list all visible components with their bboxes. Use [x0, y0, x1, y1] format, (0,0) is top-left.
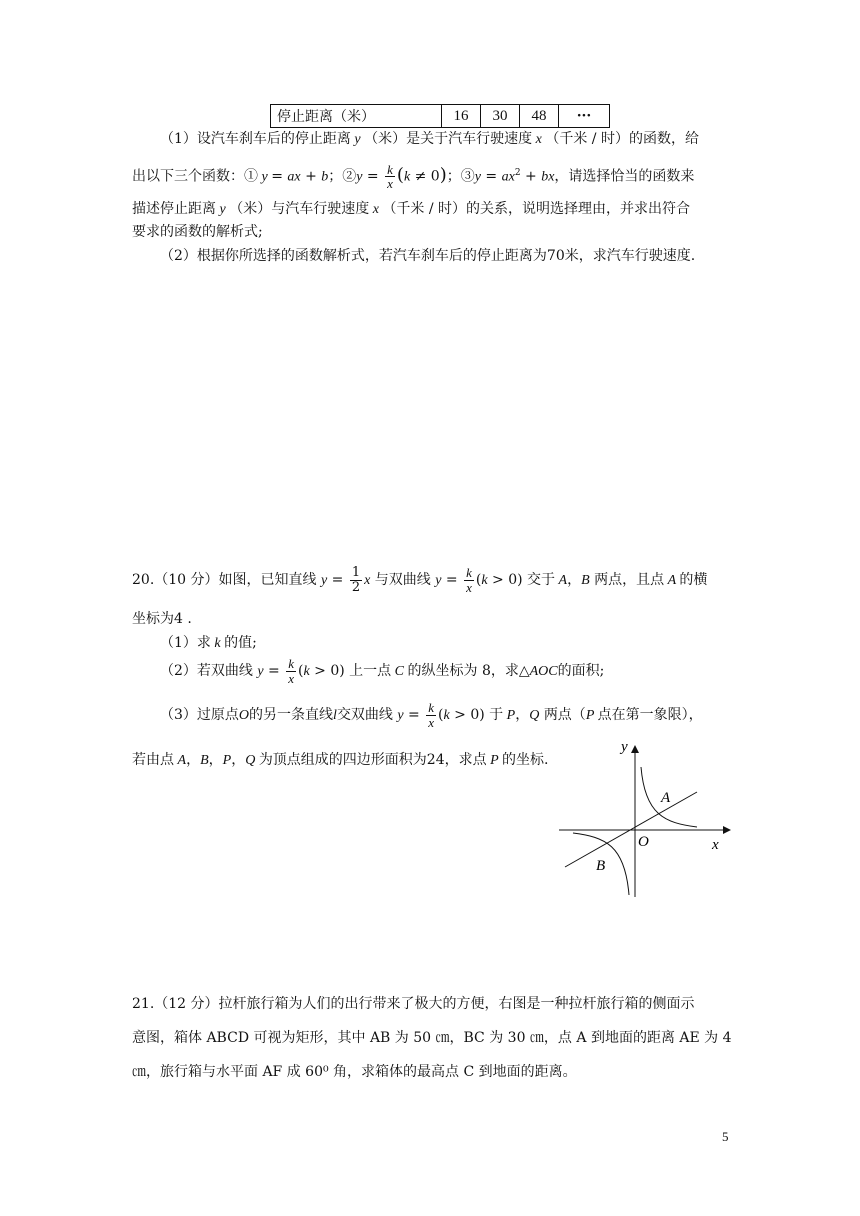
fraction-one-half: $\frac{1}{2}$	[351, 564, 361, 595]
table-row-label: 停止距离（米）	[271, 105, 442, 128]
q20-sub3-cont: 若由点 A，B，P，Q 为顶点组成的四边形面积为24，求点 P 的坐标.	[132, 752, 549, 768]
page-number: 5	[722, 1129, 729, 1144]
q21-line3: ㎝，旅行箱与水平面 AF 成 60⁰ 角，求箱体的最高点 C 到地面的距离。	[132, 1064, 577, 1080]
point-b-label: B	[596, 858, 606, 874]
q21-line1: 21.（12 分）拉杆旅行箱为人们的出行带来了极大的方便，右图是一种拉杆旅行箱的侧面示	[132, 996, 695, 1012]
y-axis-label: y	[621, 739, 628, 755]
q20-line1: 20.（10 分）如图，已知直线 y = $\frac{1}{2}$ x 与双曲线 y = $\frac{k}{x}$ (k > 0) 交于 A，B 两点，且点 A 的横	[132, 564, 708, 595]
q19-part2: （2）根据你所选择的函数解析式，若汽车刹车后的停止距离为70米，求汽车行驶速度.	[160, 248, 696, 264]
origin-label: O	[638, 834, 649, 850]
x-axis-label: x	[712, 837, 719, 853]
q20-line2: 坐标为4 .	[132, 611, 192, 627]
y-axis-arrow	[631, 745, 639, 753]
point-a-label: A	[661, 790, 671, 806]
fraction-k-over-x: $\frac{k}{x}$	[466, 564, 472, 595]
hyperbola-graph	[555, 735, 745, 900]
x-axis-arrow	[723, 826, 731, 834]
q19-part1-line1: （1）设汽车刹车后的停止距离 y （米）是关于汽车行驶速度 x （千米 / 时）的函数，给	[160, 131, 699, 147]
q19-part1-line4: 要求的函数的解析式;	[132, 224, 263, 240]
q20-sub2: （2）若双曲线 y = $\frac{k}{x}$ (k > 0) 上一点 C 的纵坐标为 8，求△AOC的面积;	[160, 655, 605, 686]
table-cell: 30	[481, 105, 520, 128]
q20-sub3: （3）过原点O的另一条直线l交双曲线 y = $\frac{k}{x}$ (k > 0) 于 P，Q 两点（P 点在第一象限），	[160, 699, 703, 730]
table-cell-ellipsis: ···	[559, 105, 610, 128]
fraction-k-over-x: $\frac{k}{x}$	[288, 655, 295, 686]
q19-part1-line2: 出以下三个函数：① y = ax + b；②y = $\frac{k}{x}$ (k ≠ 0)；③y = $ax^2$ + bx，请选择恰当的函数来	[132, 161, 695, 192]
fraction-k-over-x: $\frac{k}{x}$	[387, 161, 393, 192]
fraction-k-over-x: $\frac{k}{x}$	[428, 699, 435, 730]
stopping-distance-table	[270, 104, 610, 128]
q21-line2: 意图，箱体 ABCD 可视为矩形，其中 AB 为 50 ㎝，BC 为 30 ㎝，点 A 到地面的距离 AE 为 4	[132, 1030, 732, 1046]
table-cell: 16	[442, 105, 481, 128]
q19-part1-line3: 描述停止距离 y （米）与汽车行驶速度 x （千米 / 时）的关系，说明选择理由，并求出符合	[132, 201, 691, 217]
table-row	[271, 105, 610, 128]
q20-sub1: （1）求 k 的值;	[160, 635, 257, 651]
table-cell: 48	[520, 105, 559, 128]
